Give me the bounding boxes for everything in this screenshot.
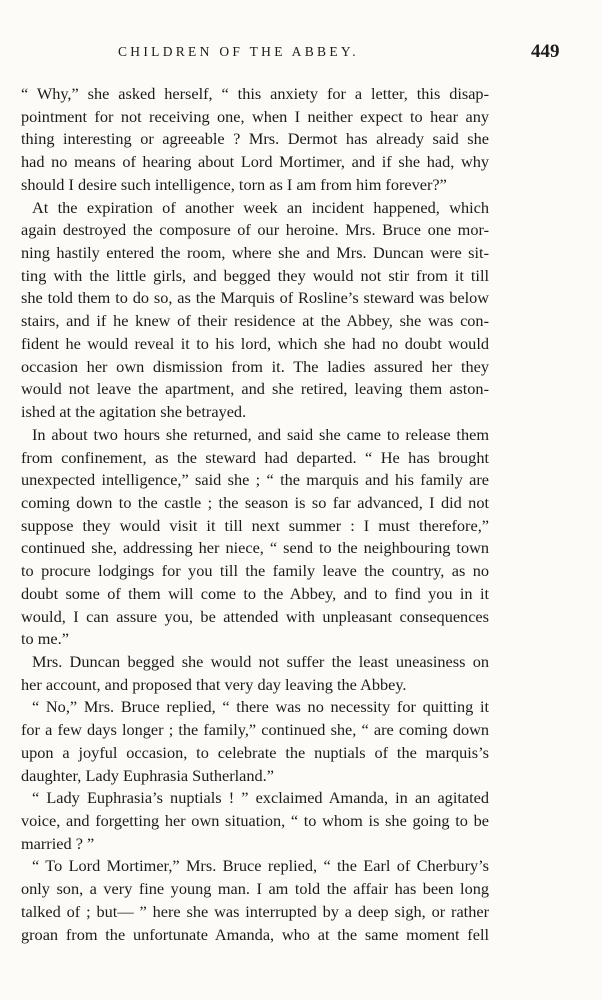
text-line: again destroyed the composure of our heroine. Mrs. Bruce one mor- [21,220,489,240]
text-line: pointment for not receiving one, when I neither expect to hear any [21,106,489,126]
text-line: upon a joyful occasion, to celebrate the nuptials of the marquis’s [21,742,489,762]
text-line: ished at the agitation she betrayed. [21,402,247,422]
text-line: for a few days longer ; the family,” continued she, “ are coming down [21,720,489,740]
text-line: only son, a very fine young man. I am told the affair has been long [21,879,489,899]
text-line: continued she, addressing her niece, “ send to the neighbouring town [21,538,489,558]
text-line: she told them to do so, as the Marquis of Rosline’s steward was below [21,288,489,308]
text-line: occasion her own dismission from it. The ladies assured her they [21,356,489,376]
text-line: “ To Lord Mortimer,” Mrs. Bruce replied, “ the Earl of Cherbury’s [32,856,489,876]
text-line: coming down to the castle ; the season is so far advanced, I did not [21,492,489,512]
text-line: “ No,” Mrs. Bruce replied, “ there was no necessity for quitting it [32,697,489,717]
text-line: “ Why,” she asked herself, “ this anxiety for a letter, this disap- [21,84,489,103]
text-line: groan from the unfortunate Amanda, who at the same moment fell [21,924,489,944]
text-line: daughter, Lady Euphrasia Sutherland.” [21,765,274,785]
text-line: “ Lady Euphrasia’s nuptials ! ” exclaimed Amanda, in an agitated [32,788,489,808]
text-line: At the expiration of another week an incident happened, which [32,197,489,217]
text-line: suppose they would visit it till next summer : I must therefore,” [21,515,489,535]
page-number: 449 [531,41,560,62]
text-line: had no means of hearing about Lord Mortimer, and if she had, why [21,152,489,172]
text-line: stairs, and if he knew of their residence at the Abbey, she was con- [21,311,489,331]
text-line: fident he would reveal it to his lord, which she had no doubt would [21,333,489,353]
text-line: Mrs. Duncan begged she would not suffer the least uneasiness on [32,651,489,671]
text-line: married ? ” [21,833,95,853]
text-line: unexpected intelligence,” said she ; “ the marquis and his family are [21,470,489,490]
text-line: In about two hours she returned, and said she came to release them [32,424,489,444]
text-line: to procure lodgings for you till the family leave the country, as no [21,561,489,581]
text-line: thing interesting or agreeable ? Mrs. Dermot has already said she [21,129,489,149]
text-line: ting with the little girls, and begged they would not stir from it till [21,265,489,285]
text-line: should I desire such intelligence, torn as I am from him forever?” [21,174,447,194]
text-line: would not leave the apartment, and she retired, leaving them aston- [21,379,489,399]
text-line: talked of ; but— ” here she was interrupted by a deep sigh, or rather [21,901,489,921]
running-head: CHILDREN OF THE ABBEY. [118,44,359,59]
text-line: ning hastily entered the room, where she and Mrs. Duncan were sit- [21,243,489,263]
text-line: to me.” [21,629,69,649]
body-text [21,83,489,946]
text-line: would, I can assure you, be attended with unpleasant consequences [21,606,489,626]
text-line: from confinement, as the steward had departed. “ He has brought [21,447,489,467]
text-line: her account, and proposed that very day leaving the Abbey. [21,674,407,694]
text-line: doubt some of them will come to the Abbey, and to find you in it [21,583,489,603]
text-line: voice, and forgetting her own situation, “ to whom is she going to be [21,811,489,830]
